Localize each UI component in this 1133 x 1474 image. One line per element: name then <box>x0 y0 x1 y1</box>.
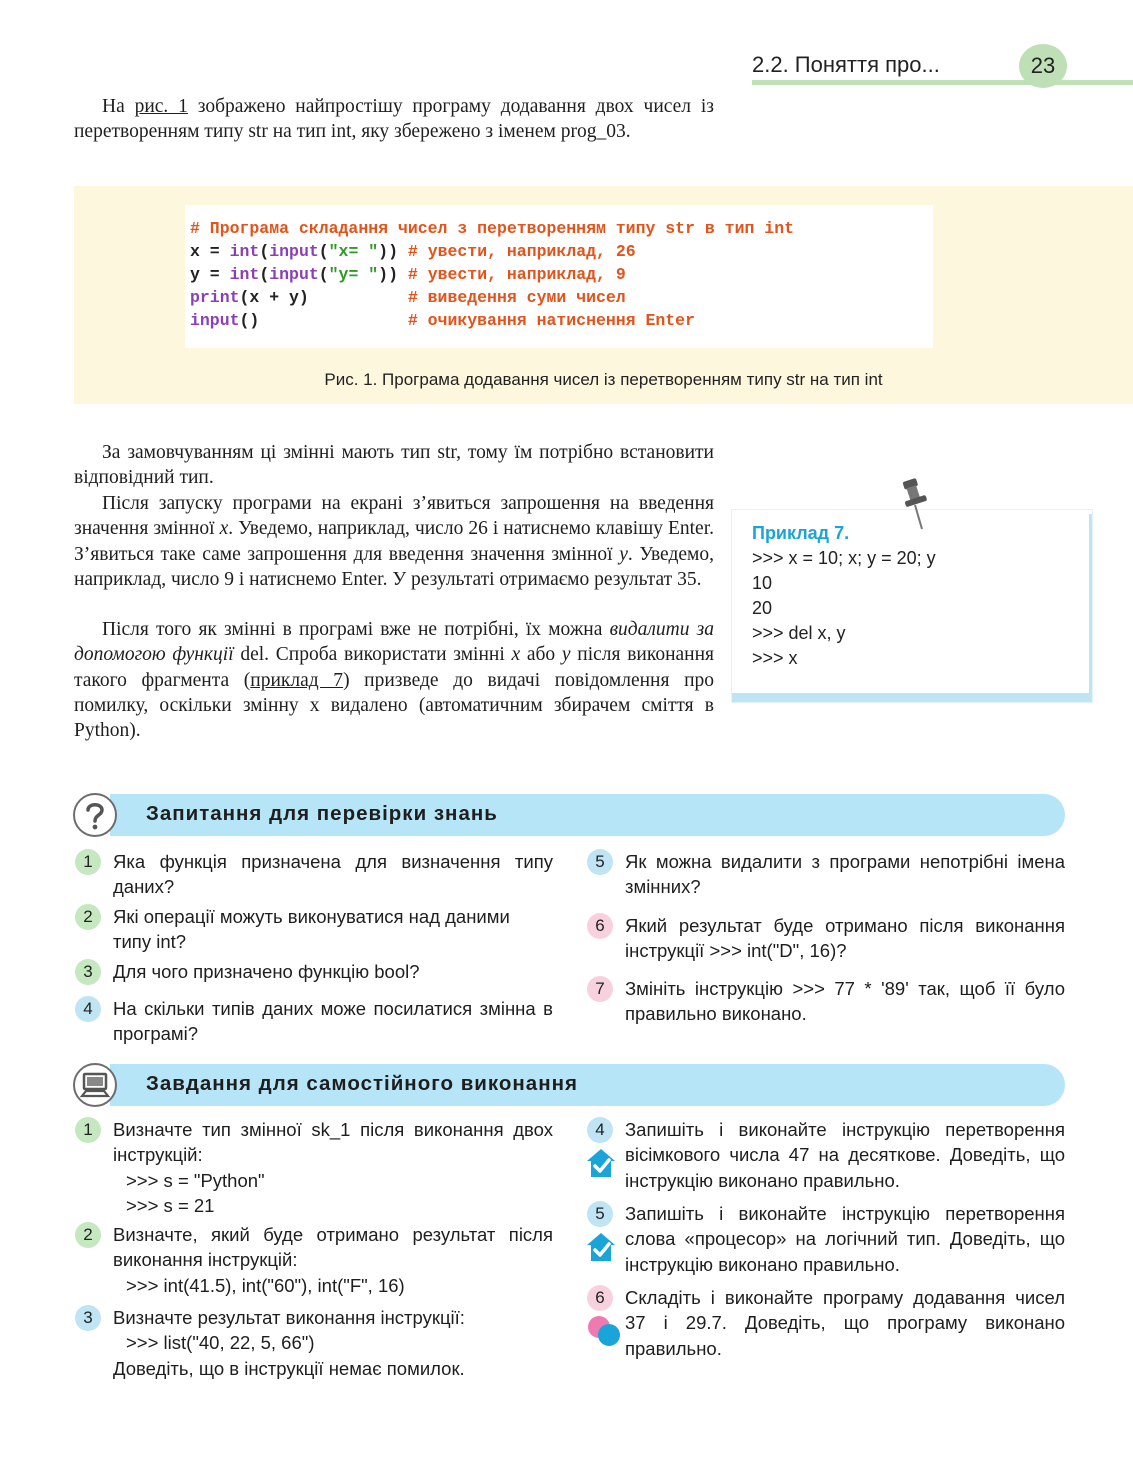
example-line: >>> x = 10; x; y = 20; y <box>752 548 936 568</box>
task-text: Визначте результат виконання інструкції: <box>113 1307 465 1328</box>
code-line-5: input() # очикування натиснення Enter <box>190 311 695 330</box>
run-text-b: . Уведемо, наприклад, число 26 і натиснемо клавішу Enter. З’явиться таке саме запрошення для введення значення змінної <box>74 518 715 565</box>
task-item: Складіть і виконайте програму додавання чисел 37 і 29.7. Доведіть, що програму виконано правильно. <box>625 1287 1065 1359</box>
code-line-4: print(x + y) # виведення суми чисел <box>190 288 626 307</box>
question-number: 4 <box>75 996 101 1022</box>
example-link[interactable]: приклад 7 <box>250 669 344 691</box>
intro-text-2: зображено найпростішу програму додавання двох чисел із перетворенням типу str на тип int, яку збережено з іменем prog_03. <box>74 96 714 143</box>
var-x: x <box>219 518 229 540</box>
task-number: 2 <box>75 1222 101 1248</box>
question-mark-icon <box>73 793 117 837</box>
body-paragraph-del <box>74 617 714 743</box>
intro-text-1: На <box>102 96 135 117</box>
page-number: 23 <box>1019 44 1067 88</box>
question-number: 6 <box>587 913 613 939</box>
tasks-title: Завдання для самостійного виконання <box>146 1072 578 1095</box>
header-rule <box>752 80 1133 85</box>
code-line-3: y = int(input("y= ")) # увести, наприклад, 9 <box>190 265 626 284</box>
code-comment-3: # увести, наприклад, 9 <box>407 265 626 284</box>
figure-caption: Рис. 1. Програма додавання чисел із перетворенням типу str на тип int <box>324 370 883 389</box>
example-title: Приклад 7. <box>752 523 850 543</box>
code-line-1: # Програма складання чисел з перетворенням типу str в тип int <box>190 219 794 238</box>
question-item: Як можна видалити з програми непотрібні імена змінних? <box>625 851 1065 898</box>
figure-link[interactable]: рис. 1 <box>134 96 188 117</box>
questions-title: Запитання для перевірки знань <box>146 802 498 825</box>
question-item: Який результат буде отримано після виконання інструкції >>> int("D", 16)? <box>625 915 1065 962</box>
del-text-d: після виконання такого фрагмента ( <box>74 644 715 691</box>
question-item: Для чого призначено функцію bool? <box>113 961 420 982</box>
task-number: 3 <box>75 1305 101 1331</box>
group-work-icon <box>586 1314 622 1348</box>
task-text-after: Доведіть, що в інструкції немає помилок. <box>113 1357 465 1379</box>
task-code-line: >>> s = "Python" <box>126 1169 265 1191</box>
question-item: Змініть інструкцію >>> 77 * '89' так, щоб її було правильно виконано. <box>625 978 1065 1025</box>
task-code-line: >>> list("40, 22, 5, 66") <box>126 1332 315 1354</box>
house-check-icon <box>585 1231 617 1263</box>
question-number: 3 <box>75 959 101 985</box>
question-item: На скільки типів даних може посилатися змінна в програмі? <box>113 998 553 1045</box>
del-var-y: y <box>561 644 571 666</box>
computer-icon <box>73 1063 117 1107</box>
code-comment-2: # увести, наприклад, 26 <box>407 242 636 261</box>
question-item: Які операції можуть виконуватися над даними типу int? <box>113 906 510 953</box>
del-text-b: del. Спроба використати змінні <box>233 644 512 666</box>
example-line: >>> x <box>752 648 798 668</box>
example-line: 20 <box>752 598 773 618</box>
run-text-c: . Уведемо, наприклад, число 9 і натиснемо Enter. У результаті отримаємо результат 35. <box>74 543 714 590</box>
task-text: Визначте тип змінної sk_1 після виконання двох інструкцій: <box>113 1119 553 1166</box>
code-line-2: x = int(input("x= ")) # увести, наприклад, 26 <box>190 242 636 261</box>
house-check-icon <box>585 1147 617 1179</box>
task-code-line: >>> s = 21 <box>126 1194 215 1216</box>
question-number: 7 <box>587 976 613 1002</box>
note-edge-right <box>1089 514 1092 702</box>
del-text-a: Після того як змінні в програмі вже не потрібні, їх можна <box>102 619 610 640</box>
example-note <box>732 510 1092 702</box>
question-number: 1 <box>75 849 101 875</box>
task-number: 1 <box>75 1117 101 1143</box>
task-code-line: >>> int(41.5), int("60"), int("F", 16) <box>126 1274 405 1296</box>
del-italic: видалити за допомогою функції <box>74 619 714 666</box>
intro-paragraph <box>74 94 714 145</box>
task-number: 4 <box>587 1117 613 1143</box>
example-line: >>> del x, y <box>752 623 846 643</box>
code-comment-4: # виведення суми чисел <box>407 288 626 307</box>
task-item: Запишіть і виконайте інструкцію перетворення слова «процесор» на логічний тип. Доведіть, що інструкцію виконано правильно. <box>625 1203 1065 1275</box>
note-edge-bottom <box>732 693 1092 702</box>
example-line: 10 <box>752 573 773 593</box>
task-number: 6 <box>587 1285 613 1311</box>
question-item: Яка функція призначена для визначення типу даних? <box>113 851 553 898</box>
task-number: 5 <box>587 1201 613 1227</box>
task-item <box>113 1222 553 1298</box>
code-comment-5: # очикування натиснення Enter <box>407 311 695 330</box>
running-header-title: 2.2. Поняття про... <box>752 52 940 77</box>
run-text-a: Після запуску програми на екрані з’явиться запрошення на введення значення змінної <box>74 493 714 540</box>
del-text-e: ) призведе до видачі повідомлення про помилку, оскільки змінну x видалено (автоматичним збирачем сміття в Python). <box>74 669 714 742</box>
task-item <box>113 1305 553 1381</box>
del-var-x: x <box>511 644 521 666</box>
body-paragraph-default-type <box>74 440 714 491</box>
body-paragraph-run <box>74 491 714 592</box>
del-text-c: або <box>520 644 562 666</box>
body-text-default: За замовчуванням ці змінні мають тип str, тому їм потрібно встановити відповідний тип. <box>74 442 714 489</box>
task-text: Визначте, який буде отримано результат після виконання інструкцій: <box>113 1224 553 1271</box>
task-item <box>113 1117 553 1218</box>
question-number: 2 <box>75 904 101 930</box>
pushpin-icon <box>895 475 939 531</box>
question-number: 5 <box>587 849 613 875</box>
task-item: Запишіть і виконайте інструкцію перетворення вісімкового числа 47 на десяткове. Доведіть, що інструкцію виконано правильно. <box>625 1119 1065 1191</box>
var-y: y <box>619 543 628 565</box>
